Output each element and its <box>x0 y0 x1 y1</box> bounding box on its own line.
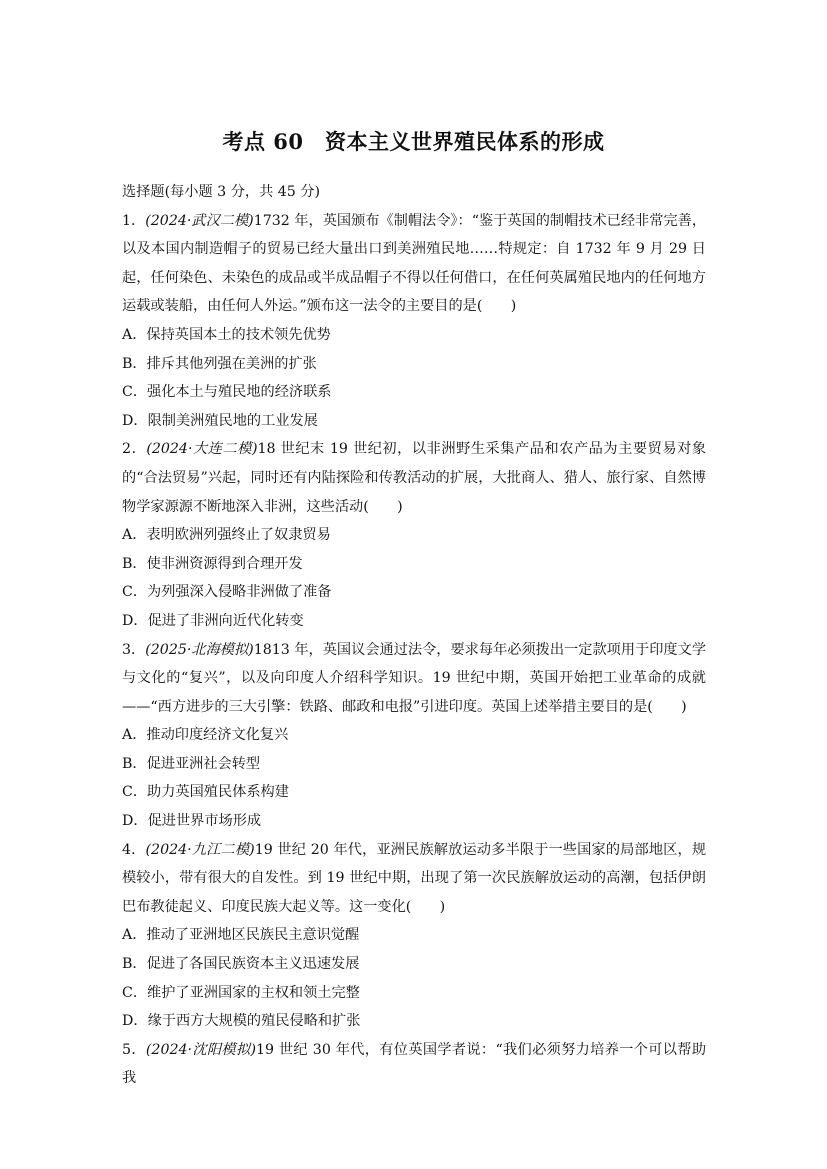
question-stem <box>122 836 706 922</box>
section-heading: 选择题(每小题 3 分，共 45 分) <box>122 184 321 200</box>
question-5 <box>122 1036 706 1093</box>
question-text: 19 世纪 20 年代，亚洲民族解放运动多半限于一些国家的局部地区，规模较小，带有很大的自发性。到 19 世纪中期，出现了第一次民族解放运动的高潮，包括伊朗巴布教徒起义、印度民族大起义等。这一变化( ) <box>122 841 707 915</box>
question-source: (2024·九江二模) <box>145 841 255 858</box>
option-a: A．推动印度经济文化复兴 <box>122 727 289 744</box>
option-b: B．排斥其他列强在美洲的扩张 <box>122 355 317 372</box>
option-a: A．表明欧洲列强终止了奴隶贸易 <box>122 527 331 544</box>
question-number: 5． <box>122 1041 146 1058</box>
option-d: D．限制美洲殖民地的工业发展 <box>122 412 318 429</box>
question-stem <box>122 207 706 321</box>
question-source: (2024·大连二模) <box>146 441 258 458</box>
option-c: C．维护了亚洲国家的主权和领土完整 <box>122 984 360 1001</box>
question-text: 1732 年，英国颁布《制帽法令》：“鉴于英国的制帽技术已经非常完善，以及本国内制造帽子的贸易已经大量出口到美洲殖民地……特规定：自 1732 年 9 月 29 日起，任何染色、未染色的成品或半成品帽子不得以任何借口，在任何英属殖民地内的任何地方运载或装船，由任何人外运。”颁布这一法令的主要目的是( ) <box>122 212 707 315</box>
option-c: C．为列强深入侵略非洲做了准备 <box>122 584 332 601</box>
question-source: (2025·北海模拟) <box>145 641 254 658</box>
question-number: 3． <box>122 641 146 658</box>
option-d: D．促进了非洲向近代化转变 <box>122 612 304 629</box>
question-source: (2024·沈阳模拟) <box>145 1041 257 1058</box>
option-c: C．强化本土与殖民地的经济联系 <box>122 384 332 401</box>
option-a: A．保持英国本土的技术领先优势 <box>122 326 331 343</box>
page-title: 考点 60 资本主义世界殖民体系的形成 <box>222 129 605 154</box>
question-number: 2． <box>122 441 147 458</box>
question-number: 1． <box>122 212 146 229</box>
option-b: B．促进了各国民族资本主义迅速发展 <box>122 956 360 973</box>
option-b: B．使非洲资源得到合理开发 <box>122 555 303 572</box>
question-number: 4． <box>122 841 146 858</box>
question-text: 19 世纪 30 年代，有位英国学者说：“我们必须努力培养一个可以帮助我 <box>122 1041 707 1087</box>
question-2 <box>122 435 706 635</box>
option-b: B．促进亚洲社会转型 <box>122 755 261 772</box>
question-text: 1813 年，英国议会通过法令，要求每年必须拨出一定款项用于印度文学与文化的“复兴”，以及向印度人介绍科学知识。19 世纪中期，英国开始把工业革命的成就——“西方进步的三大引擎：铁路、邮政和电报”引进印度。英国上述举措主要目的是( ) <box>122 641 707 715</box>
question-stem <box>122 435 706 521</box>
question-content <box>122 178 706 1093</box>
question-4 <box>122 836 706 1036</box>
question-1 <box>122 207 706 436</box>
question-3 <box>122 636 706 836</box>
option-d: D．促进世界市场形成 <box>122 813 262 830</box>
question-stem <box>122 1036 706 1093</box>
question-source: (2024·武汉二模) <box>145 212 254 229</box>
question-text: 18 世纪末 19 世纪初，以非洲野生采集产品和农产品为主要贸易对象的“合法贸易”兴起，同时还有内陆探险和传教活动的扩展，大批商人、猎人、旅行家、自然博物学家源源不断地深入非洲，这些活动( ) <box>122 441 707 515</box>
option-a: A．推动了亚洲地区民族民主意识觉醒 <box>122 927 360 944</box>
option-d: D．缘于西方大规模的殖民侵略和扩张 <box>122 1013 361 1030</box>
question-stem <box>122 636 706 722</box>
option-c: C．助力英国殖民体系构建 <box>122 784 289 801</box>
